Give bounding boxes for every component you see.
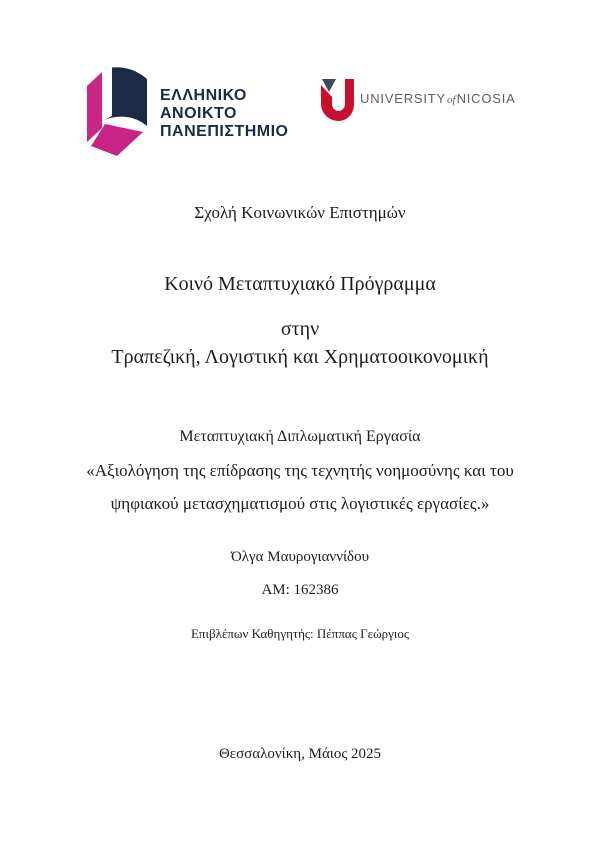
program-title-line1: Κοινό Μεταπτυχιακό Πρόγραμμα [164,273,436,295]
unic-wordmark-nicosia: NICOSIA [456,91,516,106]
hou-wordmark-line3: ΠΑΝΕΠΙΣΤΗΜΙΟ [160,123,289,140]
university-of-nicosia-logo [320,78,516,123]
hellenic-open-university-logo [85,66,290,160]
thesis-title-line1: «Αξιολόγηση της επίδρασης της τεχνητής νοημοσύνης και του [86,461,514,480]
program-title-line2: στην [280,318,320,340]
author-registration-number: ΑΜ: 162386 [261,582,339,598]
place-and-date: Θεσσαλονίκη, Μάιος 2025 [218,746,382,762]
hou-wordmark [160,87,288,141]
unic-wordmark-university: UNIVERSITY [360,91,447,106]
supervisor-line: Επιβλέπων Καθηγητής: Πέππας Γεώργιος [190,626,410,641]
school-name: Σχολή Κοινωνικών Επιστημών [194,203,406,222]
unic-wordmark-of: of [447,94,456,106]
hou-wordmark-line2: ΑΝΟΙΚΤΟ [160,105,237,122]
program-title-line3: Τραπεζική, Λογιστική και Χρηματοοικονομική [111,346,489,368]
thesis-title-line2: ψηφιακού μετασχηματισμού στις λογιστικές εργασίες.» [110,494,490,513]
hou-wordmark-line1: ΕΛΛΗΝΙΚΟ [160,87,247,104]
author-name: Όλγα Μαυρογιαννίδου [230,549,370,565]
unic-wordmark [360,91,516,106]
open-book-icon [85,66,150,158]
unic-u-icon [320,78,355,122]
thesis-type-label: Μεταπτυχιακή Διπλωματική Εργασία [179,428,421,445]
